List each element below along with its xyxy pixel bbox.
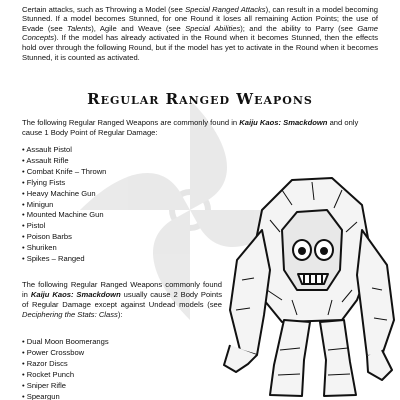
- para2-game-title: Kaiju Kaos: Smackdown: [30, 290, 121, 299]
- list-item: • Flying Fists: [22, 177, 66, 187]
- intro-text-3: ), Agile and Weave (see: [91, 23, 186, 33]
- list-item: • Speargun: [22, 391, 60, 400]
- list-item: • Assault Rifle: [22, 155, 69, 165]
- intro-ref-game-concepts: Game Concepts: [22, 23, 379, 43]
- intro-text-5: ). If the model has already activated in the Round when it becomes Stunned, then the effects hold over through the following Round, but if the model has yet to activate in the Round when it becomes Stunned, it is counted as activated.: [22, 33, 378, 62]
- list-item: • Combat Knife – Thrown: [22, 166, 107, 176]
- list-item: • Power Crossbow: [22, 347, 85, 357]
- list-item: • Razor Discs: [22, 358, 68, 368]
- para1-game-title: Kaiju Kaos: Smackdown: [239, 118, 328, 127]
- list-item: • Shuriken: [22, 243, 57, 253]
- para2-text-2: usually cause 2 Body Points of Regular Damage except against Undead models (see: [22, 290, 222, 309]
- list-item: • Spikes – Ranged: [22, 254, 85, 264]
- weapon-list-2: [22, 337, 182, 400]
- intro-text-4: ); and the ability to Parry (see: [240, 23, 358, 33]
- list-item: • Pistol: [22, 221, 46, 231]
- section-heading: Regular Ranged Weapons: [87, 90, 313, 108]
- list-item: • Dual Moon Boomerangs: [22, 337, 109, 346]
- list-item: • Poison Barbs: [22, 232, 72, 242]
- list-item: • Mounted Machine Gun: [22, 210, 104, 220]
- double-damage-paragraph: [22, 280, 222, 320]
- para2-text-1: The following Regular Ranged Weapons commonly found in: [22, 280, 222, 299]
- intro-ref-talents: Talents: [67, 23, 92, 33]
- list-item: • Assault Pistol: [22, 145, 72, 154]
- list-item: • Sniper Rifle: [22, 380, 67, 390]
- para1-text-1: The following Regular Ranged Weapons are commonly found in: [22, 118, 240, 127]
- regular-weapons-paragraph: [22, 118, 378, 138]
- weapon-list-1: [22, 145, 182, 265]
- intro-ref-special-ranged: Special Ranged Attacks: [185, 4, 266, 14]
- list-item: • Minigun: [22, 199, 54, 209]
- list-item: • Heavy Machine Gun: [22, 188, 96, 198]
- para2-text-3: ):: [117, 310, 123, 319]
- stone-golem-illustration: [222, 150, 400, 400]
- list-item: • Rocket Punch: [22, 369, 75, 379]
- intro-text-1: Certain attacks, such as Throwing a Model (see: [22, 4, 186, 14]
- intro-paragraph: [22, 5, 378, 63]
- para2-ref-class: Deciphering the Stats: Class: [22, 310, 118, 319]
- intro-ref-special-abilities: Special Abilities: [185, 23, 241, 33]
- intro-text-2: ), can result in a model becoming Stunned. If a model becomes Stunned, for one Round it loses all remaining Action Points; the use of Evade (see: [22, 4, 379, 33]
- para1-text-2: and only cause 1 Body Point of Regular Damage:: [22, 118, 359, 137]
